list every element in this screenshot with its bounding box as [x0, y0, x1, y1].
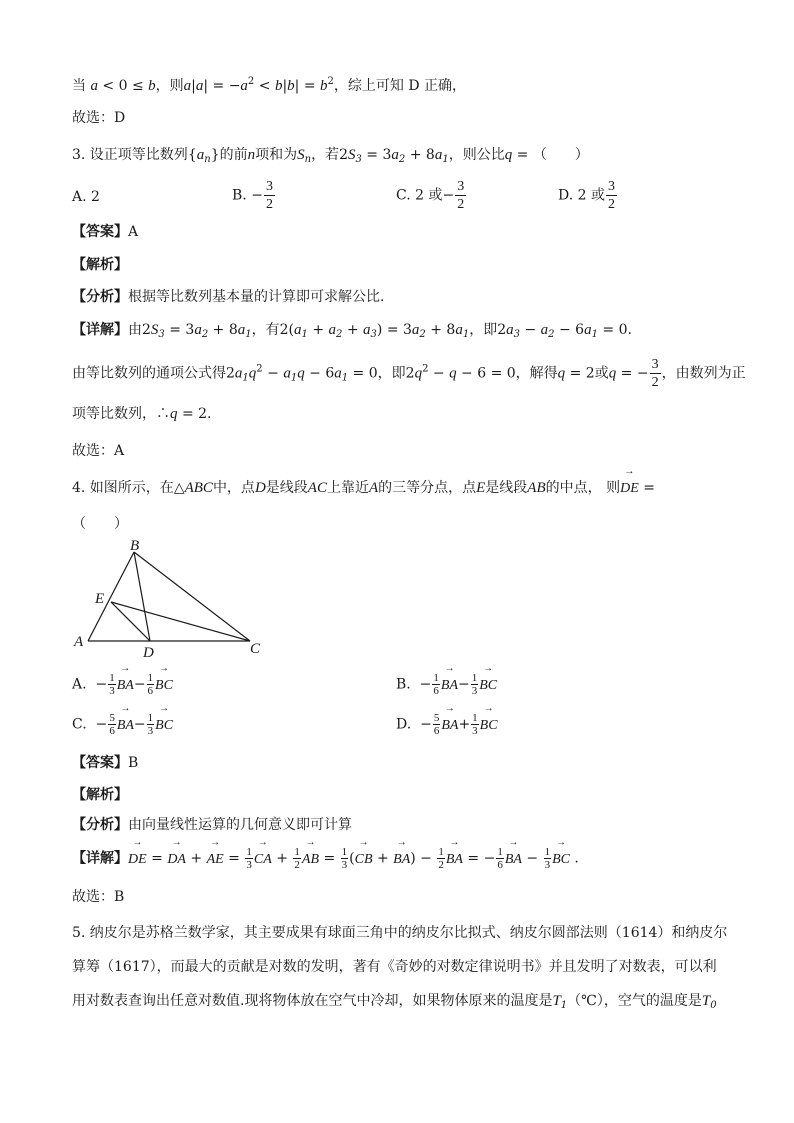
text: ，综上可知 D 正确， [333, 78, 467, 94]
text: 当 [72, 78, 86, 94]
triangle-figure [72, 540, 272, 660]
q3-answer: 【答案】A [72, 224, 139, 240]
answer-choose-d: 故选：D [72, 110, 126, 126]
answer-choose-b: 故选：B [72, 889, 125, 905]
question-3-stem: 3. 设正项等比数列$\{a_n\}$的前n项和为$S_n$，若$2S_3 = 3a_2 + 8a_1$，则公比q = （ ） [72, 147, 589, 165]
q3-detail-line-3: 项等比数列，∴q = 2. [72, 406, 212, 422]
q3-detail: 【详解】由$2S_3 = 3a_2 + 8a_1$，有$2(a_1 + a_2 + a_3) = 3a_2 + 8a_1$，即$2a_3 - a_2 - 6a_1 = 0$. [72, 322, 632, 340]
q4-option-a[interactable]: A. − $\frac{1}{3}$ → BA− $\frac{1}{6}$ → BC [72, 672, 173, 697]
question-5-line-1: 5. 纳皮尔是苏格兰数学家，其主要成果有球面三角中的纳皮尔比拟式、纳皮尔圆部法则（1614）和纳皮尔 [72, 925, 728, 941]
q3-option-d[interactable]: D. 2 或 $\frac{3}{2}$ [558, 179, 615, 212]
q3-option-a[interactable]: A. 2 [72, 189, 100, 205]
q4-paren: （ ） [72, 516, 128, 532]
q3-parse-heading: 【解析】 [72, 257, 128, 273]
label-c: C [250, 641, 261, 657]
q4-parse-heading: 【解析】 [72, 787, 128, 803]
q4-option-d[interactable]: D. − $\frac{5}{6}$ → BA+ $\frac{1}{3}$ → BC [396, 712, 498, 737]
q4-detail: 【详解】→ DE = → DA + → AE = $\frac{1}{3}$ → CA + $\frac{1}{2}$ → AB = $\frac{1}{3}$ (→ CB + → BA) − $\frac{1}{2}$ → BA = − $\frac{1}{6}$ → BA − $\frac{1}{3}$ → BC . [72, 846, 579, 871]
q3-option-c[interactable]: C. 2 或− $\frac{3}{2}$ [396, 179, 465, 212]
label-e: E [95, 591, 105, 607]
text-line-1: 当 a < 0 ≤ b，则$a|a| = -a^2 < b|b| = b^2$，综上可知 D 正确， [72, 76, 467, 94]
text: ，则 [155, 78, 184, 94]
segment-ec [111, 602, 250, 641]
label-a: A [74, 634, 84, 650]
q3-option-b[interactable]: B. − $\frac{3}{2}$ [232, 179, 273, 212]
q4-option-c[interactable]: C. − $\frac{5}{6}$ → BA− $\frac{1}{3}$ → BC [72, 712, 173, 737]
question-4-stem: 4. 如图所示，在△ABC中，点D是线段AC上靠近A的三等分点，点E是线段AB的中点， 则→ DE = [72, 478, 655, 499]
q4-analysis: 【分析】由向量线性运算的几何意义即可计算 [72, 817, 352, 833]
q3-analysis: 【分析】根据等比数列基本量的计算即可求解公比. [72, 289, 385, 305]
q3-detail-line-2: 由等比数列的通项公式得$2a_1q^2 - a_1q - 6a_1 = 0$，即$2q^2 - q - 6 = 0$，解得q = 2或q = − $\frac{3}{2}$ ，由数列为正 [72, 357, 746, 390]
segment-bc [134, 552, 250, 641]
answer-choose-a: 故选：A [72, 443, 125, 459]
question-5-line-3: 用对数表查询出任意对数值.现将物体放在空气中冷却，如果物体原来的温度是$T_1(℃)$，空气的温度是$T_0$ [72, 993, 717, 1011]
q4-option-b[interactable]: B. − $\frac{1}{6}$ → BA− $\frac{1}{3}$ → BC [396, 672, 497, 697]
question-5-line-2: 算筹（1617），而最大的贡献是对数的发明，著有《奇妙的对数定律说明书》并且发明了对数表，可以利 [72, 959, 717, 975]
label-d: D [143, 645, 154, 660]
q4-answer: 【答案】B [72, 755, 139, 771]
label-b: B [130, 540, 140, 554]
